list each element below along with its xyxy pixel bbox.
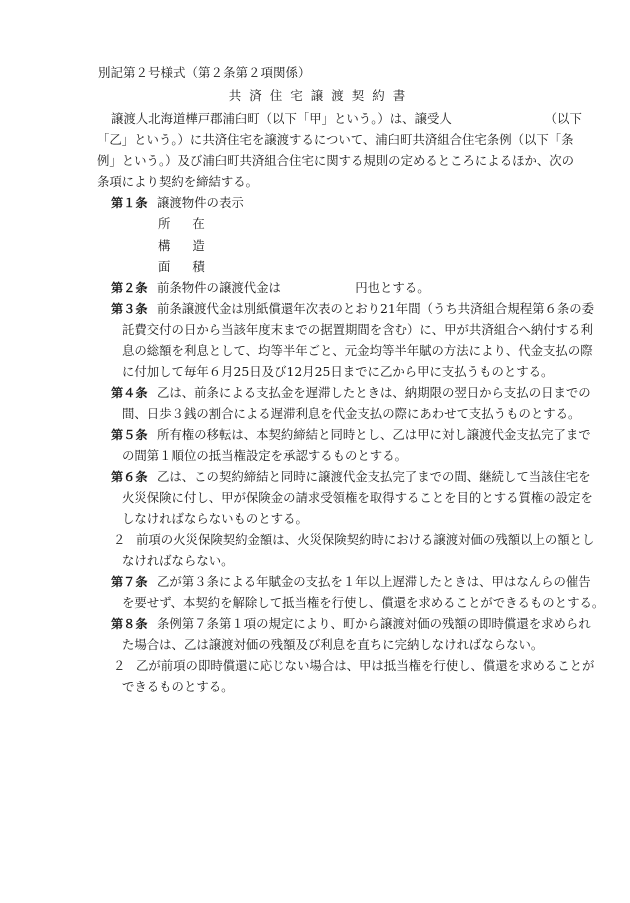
article-5-line-2: の間第１順位の抵当権設定を承認するものとする。 (122, 448, 407, 463)
article-4-line-1: 乙は、前条による支払金を遅滞したときは、納期限の翌日から支払の日までの (157, 385, 591, 400)
article-8-line-1: 条例第７条第１項の規定により、町から譲渡対価の残額の即時償還を求められ (157, 616, 591, 631)
item-location: 所在 (158, 216, 227, 231)
article-7-heading: 第７条 (111, 575, 148, 589)
article-2-text: 前条物件の譲渡代金は 円也とする。 (157, 280, 430, 295)
article-6-para2-number: ２ (113, 532, 126, 547)
item-structure: 構造 (158, 238, 227, 253)
article-2-heading: 第２条 (111, 281, 148, 295)
article-4-line-2: 間、日歩３銭の割合による遅滞利息を代金支払の際にあわせて支払うものとする。 (122, 406, 581, 421)
article-1-heading: 第１条 (111, 196, 148, 210)
article-4-heading: 第４条 (111, 386, 148, 400)
article-7-line-1: 乙が第３条による年賦金の支払を１年以上遅滞したときは、甲はなんらの催告 (157, 574, 591, 589)
article-3-line-3: 息の総額を利息として、均等半年ごと、元金均等半年賦の方法により、代金支払の際 (122, 343, 593, 358)
preamble-line-2: 「乙」という。）に共済住宅を譲渡するについて、浦臼町共済組合住宅条例（以下「条 (97, 132, 574, 147)
article-8-para2-number: ２ (113, 658, 126, 673)
article-8-para2-line-2: できるものとする。 (122, 679, 234, 694)
article-5-line-1: 所有権の移転は、本契約締結と同時とし、乙は甲に対し譲渡代金支払完了まで (157, 427, 591, 442)
preamble-line-1: 譲渡人北海道樺戸郡浦臼町（以下「甲」という。）は、譲受人 （以下 (111, 111, 582, 126)
article-7-line-2: を要せず、本契約を解除して抵当権を行使し、償還を求めることができるものとする。 (122, 595, 605, 610)
article-8-heading: 第８条 (111, 617, 148, 631)
article-3-line-1: 前条譲渡代金は別紙償還年次表のとおり21年間（うち共済組合規程第６条の委 (157, 301, 595, 316)
article-8-line-2: た場合は、乙は譲渡対価の残額及び利息を直ちに完納しなければならない。 (122, 637, 544, 652)
preamble-line-4: 条項により契約を締結する。 (97, 174, 259, 189)
item-area: 面積 (158, 259, 227, 274)
document-title: 共済住宅譲渡契約書 (228, 88, 414, 103)
article-6-line-1: 乙は、この契約締結と同時に譲渡代金支払完了までの間、継続して当該住宅を (157, 469, 591, 484)
form-label: 別記第２号様式（第２条第２項関係） (98, 65, 311, 80)
article-6-heading: 第６条 (111, 470, 148, 484)
article-8-para2-line-1: 乙が前項の即時償還に応じない場合は、甲は抵当権を行使し、償還を求めることが (136, 658, 595, 673)
article-1-text: 譲渡物件の表示 (157, 195, 244, 210)
preamble-line-3: 例」という。）及び浦臼町共済組合住宅に関する規則の定めるところによるほか、次の (97, 153, 575, 168)
article-6-line-3: しなければならないものとする。 (122, 511, 308, 526)
article-6-para2-line-2: なければならない。 (122, 553, 234, 568)
article-3-line-4: に付加して毎年６月25日及び12月25日までに乙から甲に支払うものとする。 (122, 364, 554, 379)
article-3-line-2: 託費交付の日から当該年度末までの据置期間を含む）に、甲が共済組合へ納付する利 (122, 322, 593, 337)
article-6-line-2: 火災保険に付し、甲が保険金の請求受領権を取得することを目的とする質権の設定を (122, 490, 593, 505)
article-5-heading: 第５条 (111, 428, 148, 442)
article-6-para2-line-1: 前項の火災保険契約金額は、火災保険契約時における譲渡対価の残額以上の額とし (136, 532, 595, 547)
article-3-heading: 第３条 (111, 302, 148, 316)
